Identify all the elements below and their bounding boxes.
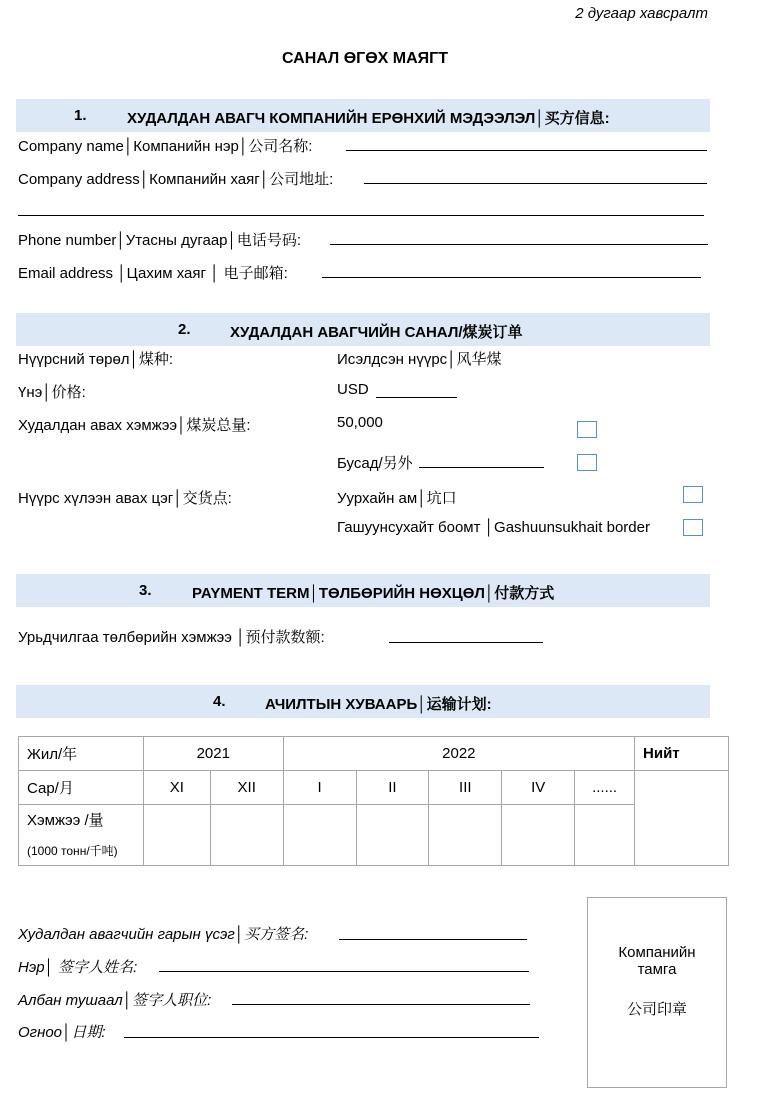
prepayment-field[interactable] [389, 642, 543, 643]
section-4-number: 4. [213, 693, 226, 710]
section-2-title: ХУДАЛДАН АВАГЧИЙН САНАЛ/煤炭订单 [230, 324, 523, 341]
delivery-mine-checkbox[interactable] [683, 486, 703, 503]
section-4-header [16, 685, 710, 718]
total-cell[interactable] [635, 771, 729, 866]
month-cell: XII [210, 771, 283, 805]
phone-field[interactable] [330, 244, 708, 245]
year-header: Жил/年 [19, 737, 144, 771]
company-name-label: Company name│Компанийн нэр│公司名称: [18, 138, 313, 155]
coal-type-value: Исэлдсэн нүүрс│风华煤 [337, 351, 502, 368]
year-2022-header: 2022 [283, 737, 634, 771]
signer-name-label: Нэр│ 签字人姓名: [18, 959, 138, 976]
year-2021-header: 2021 [143, 737, 283, 771]
stamp-line-2: тамга [637, 961, 677, 978]
month-cell: III [429, 771, 502, 805]
volume-cell[interactable] [210, 805, 283, 866]
annex-label: 2 дугаар хавсралт [575, 5, 708, 22]
buyer-signature-label: Худалдан авагчийн гарын үсэг│买方签名: [18, 926, 309, 943]
coal-type-label: Нүүрсний төрөл│煤种: [18, 351, 174, 368]
date-label: Огноо│日期: [18, 1024, 106, 1041]
volume-cell[interactable] [356, 805, 429, 866]
month-header: Сар/月 [19, 771, 144, 805]
section-2-header [16, 313, 710, 346]
shipment-schedule-table [18, 736, 729, 866]
phone-label: Phone number│Утасны дугаар│电话号码: [18, 232, 302, 249]
table-row-year [19, 737, 729, 771]
quantity-label: Худалдан авах хэмжээ│煤炭总量: [18, 417, 251, 434]
quantity-other-checkbox[interactable] [577, 454, 597, 471]
section-1-title: ХУДАЛДАН АВАГЧ КОМПАНИЙН ЕРӨНХИЙ МЭДЭЭЛЭЛ│买方信息: [127, 110, 610, 127]
month-cell: IV [502, 771, 575, 805]
volume-header [19, 805, 144, 866]
company-address-field[interactable] [364, 183, 707, 184]
company-stamp-box [587, 897, 727, 1088]
delivery-point-label: Нүүрс хүлээн авах цэг│交货点: [18, 490, 232, 507]
buyer-signature-field[interactable] [339, 939, 527, 940]
quantity-other-label: Бусад/另外 [337, 455, 413, 472]
prepayment-label: Урьдчилгаа төлбөрийн хэмжээ │预付款数额: [18, 629, 325, 646]
total-header: Нийт [635, 737, 729, 771]
email-field[interactable] [322, 277, 701, 278]
section-1-header [16, 99, 710, 132]
table-row-volume [19, 805, 729, 866]
section-4-title: АЧИЛТЫН ХУВААРЬ│运输计划: [265, 696, 492, 713]
volume-label: Хэмжээ /量 [27, 812, 104, 829]
stamp-line-3: 公司印章 [626, 1001, 687, 1018]
quantity-other-field[interactable] [419, 467, 544, 468]
month-cell: ...... [575, 771, 635, 805]
volume-unit: (1000 тонн/千吨) [27, 844, 118, 858]
section-1-number: 1. [74, 107, 87, 124]
volume-cell[interactable] [575, 805, 635, 866]
volume-cell[interactable] [143, 805, 210, 866]
company-name-field[interactable] [346, 150, 707, 151]
price-field[interactable] [376, 397, 457, 398]
volume-cell[interactable] [502, 805, 575, 866]
month-cell: I [283, 771, 356, 805]
section-3-header [16, 574, 710, 607]
quantity-50000-checkbox[interactable] [577, 421, 597, 438]
signer-name-field[interactable] [159, 971, 529, 972]
volume-cell[interactable] [283, 805, 356, 866]
delivery-mine-label: Уурхайн ам│坑口 [337, 490, 457, 507]
table-row-month [19, 771, 729, 805]
section-3-title: PAYMENT TERM│ТӨЛБӨРИЙН НӨХЦӨЛ│付款方式 [192, 585, 555, 602]
month-cell: XI [143, 771, 210, 805]
email-label: Email address │Цахим хаяг │ 电子邮箱: [18, 265, 288, 282]
month-cell: II [356, 771, 429, 805]
company-address-label: Company address│Компанийн хаяг│公司地址: [18, 171, 334, 188]
form-title: САНАЛ ӨГӨХ МАЯГТ [282, 50, 448, 67]
stamp-line-1: Компанийн [618, 944, 696, 961]
price-currency: USD [337, 381, 369, 398]
delivery-border-checkbox[interactable] [683, 519, 703, 536]
delivery-border-label: Гашуунсухайт боомт │Gashuunsukhait border [337, 519, 650, 536]
section-2-number: 2. [178, 321, 191, 338]
date-field[interactable] [124, 1037, 539, 1038]
price-label: Үнэ│价格: [18, 384, 86, 401]
quantity-value: 50,000 [337, 414, 383, 431]
company-address-field-line-2[interactable] [18, 215, 704, 216]
section-3-number: 3. [139, 582, 152, 599]
volume-cell[interactable] [429, 805, 502, 866]
signer-position-label: Албан тушаал│签字人职位: [18, 992, 212, 1009]
signer-position-field[interactable] [232, 1004, 530, 1005]
